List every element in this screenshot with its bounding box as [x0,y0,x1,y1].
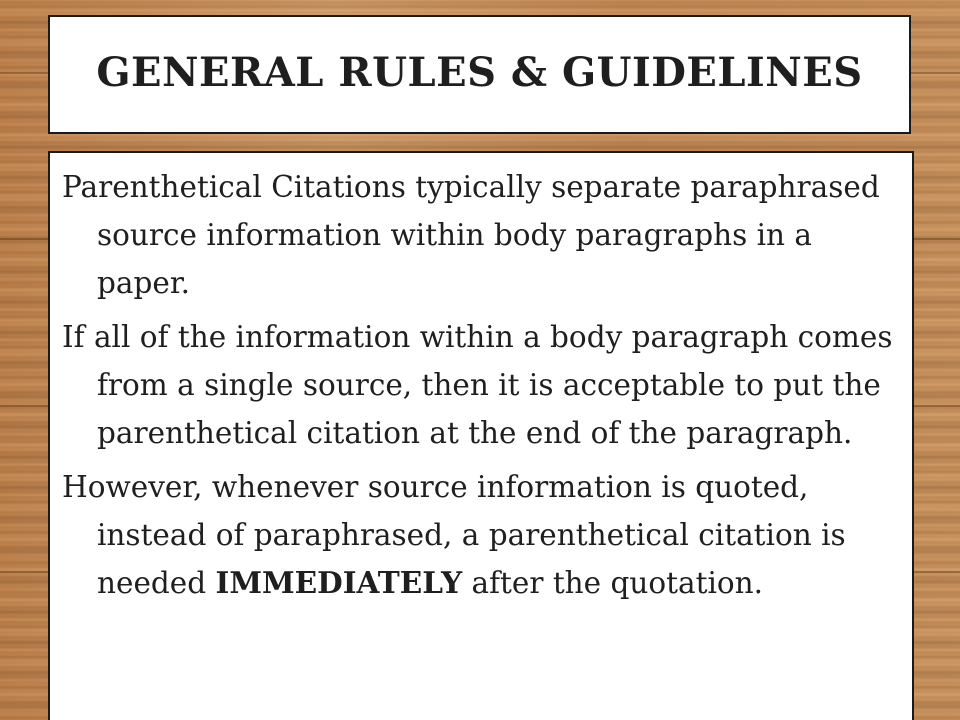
title-panel [48,15,911,134]
paragraph-3-tail-text: after the quotation. [462,566,764,600]
emphasis-immediately: IMMEDIATELY [215,565,463,600]
bullet-paragraph-3 [62,463,898,607]
bullet-paragraph-2: If all of the information within a body paragraph comes from a single source, then it is acceptable to put the parenthetical citation at the end of the paragraph. [62,320,893,450]
slide-title: GENERAL RULES & GUIDELINES [96,49,863,96]
paragraph-3-lead-text: However, whenever source information is quoted, instead of paraphrased, a parenthetical citation is needed [62,470,846,600]
bullet-paragraph-1: Parenthetical Citations typically separate paraphrased source information within body paragraphs in a paper. [62,170,880,300]
content-panel [48,151,914,720]
